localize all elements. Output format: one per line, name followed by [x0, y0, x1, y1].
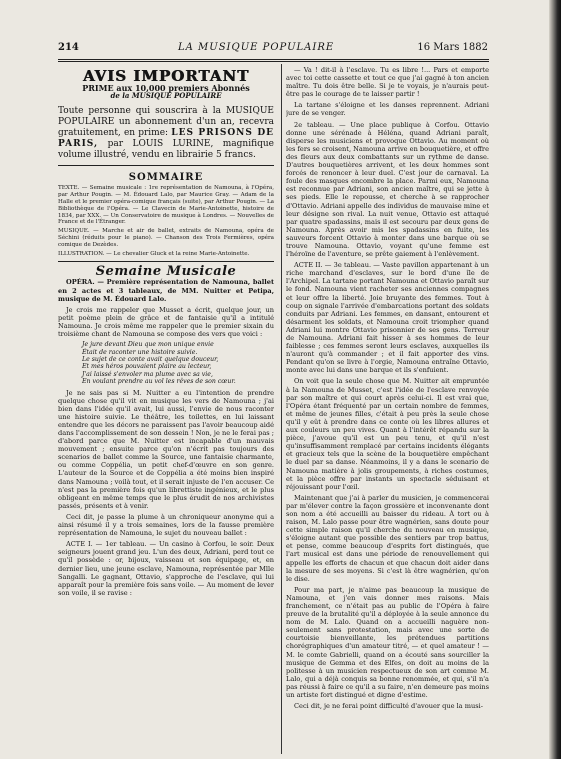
notice-title: AVIS IMPORTANT [82, 67, 250, 85]
verse-line: Et mes héros pouvaient plaire au lecteur, [82, 363, 212, 371]
verse-line: Était de raconter une histoire suivie. [82, 348, 198, 356]
paragraph: On voit que la seule chose que M. Nuitter ait empruntée à la Namouna de Musset, c'est l'idée de l'esclave renvoyée par son maître et qui court après celui-ci. Il est vrai que, l'Opéra étant fréquenté par un certain nombre de femmes, et même de jeunes filles, c'était à peu près la seule chose qu'il y eût à prendre dans ce conte où les libres allures et aux couleurs un peu vives. Quant à l'intérêt répandu sur la pièce, j'avoue qu'il est un peu tenu, et qu'il n'est qu'insuffisamment remplacé par certains incidents élégants et gracieux tels que la scène de la bouquetière empêchant le duel par sa danse. Néanmoins, il y a dans le scenario de Namouna matière à jolis groupements, à riches costumes, et la pièce offre par instants un spectacle séduisant et réjouissant pour l'œil. [286, 377, 489, 491]
verse-line: En voulant prendre au vol les rêves de son cœur. [82, 378, 236, 386]
verse-line: Le sujet de ce conte avait quelque douceur, [82, 355, 219, 363]
notice-offer [58, 106, 274, 161]
header-rule-bottom [58, 61, 489, 62]
offer-end: par LOUIS LURINE, magnifique volume illustré, vendu en librairie 5 francs. [58, 139, 274, 161]
header-rule-top [58, 59, 489, 60]
column-divider [281, 64, 282, 754]
left-column [58, 64, 274, 754]
book-spine-shadow [549, 0, 561, 759]
semaine-heading: Semaine Musicale [95, 264, 237, 280]
page-header [58, 42, 488, 58]
paragraph: Ceci dit, je passe la plume à un chroniqueur anonyme qui a ainsi résumé il y a trois semaines, lors de la fausse première représentation de Namouna, le sujet du nouveau ballet : [58, 512, 274, 538]
paragraph: 2e tableau. — Une place publique à Corfou. Ottavio donne une sérénade à Héléna, quand Adriani paraît, disperse les musiciens et provoque Ottavio. Au moment où les fers se croisent, Namouna arrive en bouquetière, et offre des fleurs aux deux combattants sur un rythme de danse. D'autres bouquetières arrivent, et les deux hommes sont forcés de renoncer à leur duel. C'est jour de carnaval. La foule des masques encombre la place. Parmi eux, Namouna est reconnue par Adriani, son ancien maître, qui se jette à ses pieds. Elle le repousse, et cherche à se rapprocher d'Ottavio. Adriani appelle des individus de mauvaise mine et leur désigne son rival. La nuit venue, Ottavio est attaqué par quatre spadassins, mais il est secouru par deux gens de Namouna. Après avoir mis les spadassins en fuite, les sauveurs forcent Ottavio à monter dans une barque où se trouve Namouna. Ottavio, voyant qu'une femme est l'héroïne de l'aventure, se prête gaiement à l'enlèvement. [286, 120, 489, 259]
issue-date: 16 Mars 1882 [417, 42, 488, 53]
paragraph: — Va ! dit-il à l'esclave. Tu es libre !... Pars et emporte avec toi cette cassette et tout ce que j'ai gagné à ton ancien maître. Tu dois être belle. Si je te voyais, je n'aurais peut-être pas le courage de te laisser partir ! [286, 66, 489, 99]
paragraph: Maintenant que j'ai à parler du musicien, je commencerai par m'élever contre la façon grossière et inconvenante dont son nom a été accueilli au baisser du rideau. À tort ou à raison, M. Lalo passe pour être wagnérien, sans doute pour cette simple raison qu'il cherche du nouveau en musique, s'éloigne autant que possible des sentiers par trop battus, et pense, comme beaucoup d'esprits fort distingués, que l'art musical est dans une période de renouvellement qui appelle les efforts de chacun et que chacun doit aider dans la mesure de ses moyens. Si c'est là être wagnérien, qu'on le dise. [286, 493, 489, 583]
verse-line: J'ai laissé s'envoler ma plume avec sa vie, [82, 370, 213, 378]
verse-line: Je jure devant Dieu que mon unique envie [82, 341, 214, 349]
poem-verses [58, 341, 274, 385]
sommaire-musique: MUSIQUE. — Marche et air de ballet, extraits de Namouna, opéra de Séchini (réduits pour le piano). — Chanson des Trois Fermières, opéra comique de Dezèdes. [58, 228, 274, 248]
divider [58, 165, 274, 166]
publication-title: LA MUSIQUE POPULAIRE [178, 42, 335, 53]
paragraph: ACTE II. — 3e tableau. — Vaste pavillon appartenant à un riche marchand d'esclaves, sur le bord d'une île de l'Archipel. La tartane portant Namouna et Ottavio paraît sur le fond. Namouna vient racheter ses anciennes compagnes et leur offre la liberté. Joie bruyante des femmes. Tout à coup on signale l'arrivée d'embarcations portant des soldats conduits par Adriani. Les femmes, en dansant, entourent et désarment les soldats, et Namouna croit triompher quand Adriani lui montre Ottavio prisonnier de ses gens. Terreur de Namouna. Adriani fait hisser à ses hommes de leur faiblesse ; ces femmes seront leurs esclaves, auxquelles ils n'auront qu'à commander ; et il fait apporter des vins. Pendant qu'on se livre à l'orgie, Namouna entraîne Ottavio, monte avec lui dans une barque et ils s'enfuient. [286, 261, 489, 375]
paragraph: ACTE I. — 1er tableau. — Un casino à Corfou, le soir. Deux seigneurs jouent grand jeu. L'un des deux, Adriani, perd tout ce qu'il possède : or, bijoux, vaisseau et son équipage, et, en dernier lieu, une jeune esclave, Namouna, représentée par Mlle Sangalli. Le gagnant, Ottavio, s'approche de l'esclave, qui lui apparaît pour la première fois sans voile. — Au moment de lever son voile, il se ravise : [58, 540, 274, 597]
paragraph: Pour ma part, je n'aime pas beaucoup la musique de Namouna, et j'en vais donner mes raisons. Mais franchement, ce n'était pas au public de l'Opéra à faire preuve de la brutalité qu'il a déployée à la seule annonce du nom de M. Lalo. Quand on a accueilli naguère non-seulement sans protestation, mais avec une sorte de courtoisie bienveillante, les prétendues partitions chorégraphiques d'un amateur titré, — et quel amateur ! — M. le comte Gabrielli, quand on a écouté sans sourciller la musique de Gemma et des Elfes, on doit au moins de la politesse à un musicien respectueux de son art comme M. Lalo, qui a déjà conquis sa bonne renommée, et qui, s'il n'a pas réussi à faire ce qu'il a su faire, n'en demeure pas moins un artiste fort distingué et digne d'estime. [286, 585, 489, 700]
divider [58, 261, 274, 262]
paragraph: Je crois me rappeler que Musset a écrit, quelque jour, un petit poème plein de grâce et de fantaisie qu'il a intitulé Namouna. Je crois même me rappeler que le premier sixain du troisième chant de Namouna se compose des vers que voici : [58, 305, 274, 338]
opera-announcement: OPÉRA. — Première représentation de Namouna, ballet en 2 actes et 3 tableaux, de MM. Nuitter et Petipa, musique de M. Édouard Lalo. [58, 278, 274, 303]
offer-text: Toute personne qui souscrira à la MUSIQUE POPULAIRE un abonnement d'un an, recevra gratuitement, en prime: [58, 106, 274, 139]
right-column [286, 66, 489, 754]
page-number: 214 [58, 42, 79, 53]
paragraph: Ceci dit, je ne ferai point difficulté d'avouer que la musi- [294, 702, 483, 711]
paragraph: La tartane s'éloigne et les danses reprennent. Adriani jure de se venger. [286, 101, 489, 118]
paragraph: Je ne sais pas si M. Nuitter a eu l'intention de prendre quelque chose qu'il vit en musique les vers de Namouna ; j'ai bien dans l'idée qu'il avait, lui aussi, l'envie de nous raconter une histoire suivie. Le théâtre, les toilettes, en lui laissant entendre que les décors ne paraissent pas l'avoir beaucoup aidé dans l'accomplissement de son dessein ! Non, je ne le ferai pas ; d'abord parce que M. Nuitter est incapable d'un mauvais mouvement ; ensuite parce qu'on n'écrit pas toujours des scenarios de ballet comme la Source, une fantaisie charmante, ou comme Coppélia, un petit chef-d'œuvre en son genre. L'auteur de la Source et de Coppélia a été moins bien inspiré dans Namouna ; voilà tout, et il serait injuste de l'en accuser. Ce n'est pas la première fois qu'un librettiste ingénieux, et le plus obligeant en même temps que le plus érudit de nos archivistes passés, présents et à venir. [58, 388, 274, 510]
notice-prime-sub: de la MUSIQUE POPULAIRE [110, 91, 222, 101]
sommaire-texte: TEXTE. — Semaine musicale : 1re représentation de Namouna, à l'Opéra, par Arthur Pougin. — M. Édouard Lalo, par Maurice Gray. — Adam de la Halle et le premier opéra-comique français (suite), par Arthur Pougin. — La Bibliothèque de l'Opéra. — Le Clavecin de Marie-Antoinette, histoire de 1834, par XXX. — Un Conservatoire de musique à Londres. — Nouvelles de France et de l'Étranger. [58, 185, 274, 226]
offer-book-title: LES PRISONS DE PARIS, [58, 128, 274, 150]
sommaire-illustration: ILLUSTRATION. — Le chevalier Gluck et la reine Marie-Antoinette. [58, 250, 250, 257]
sommaire-heading: SOMMAIRE [128, 172, 204, 184]
notice-prime: PRIME aux 10,000 premiers Abonnés [82, 83, 250, 94]
